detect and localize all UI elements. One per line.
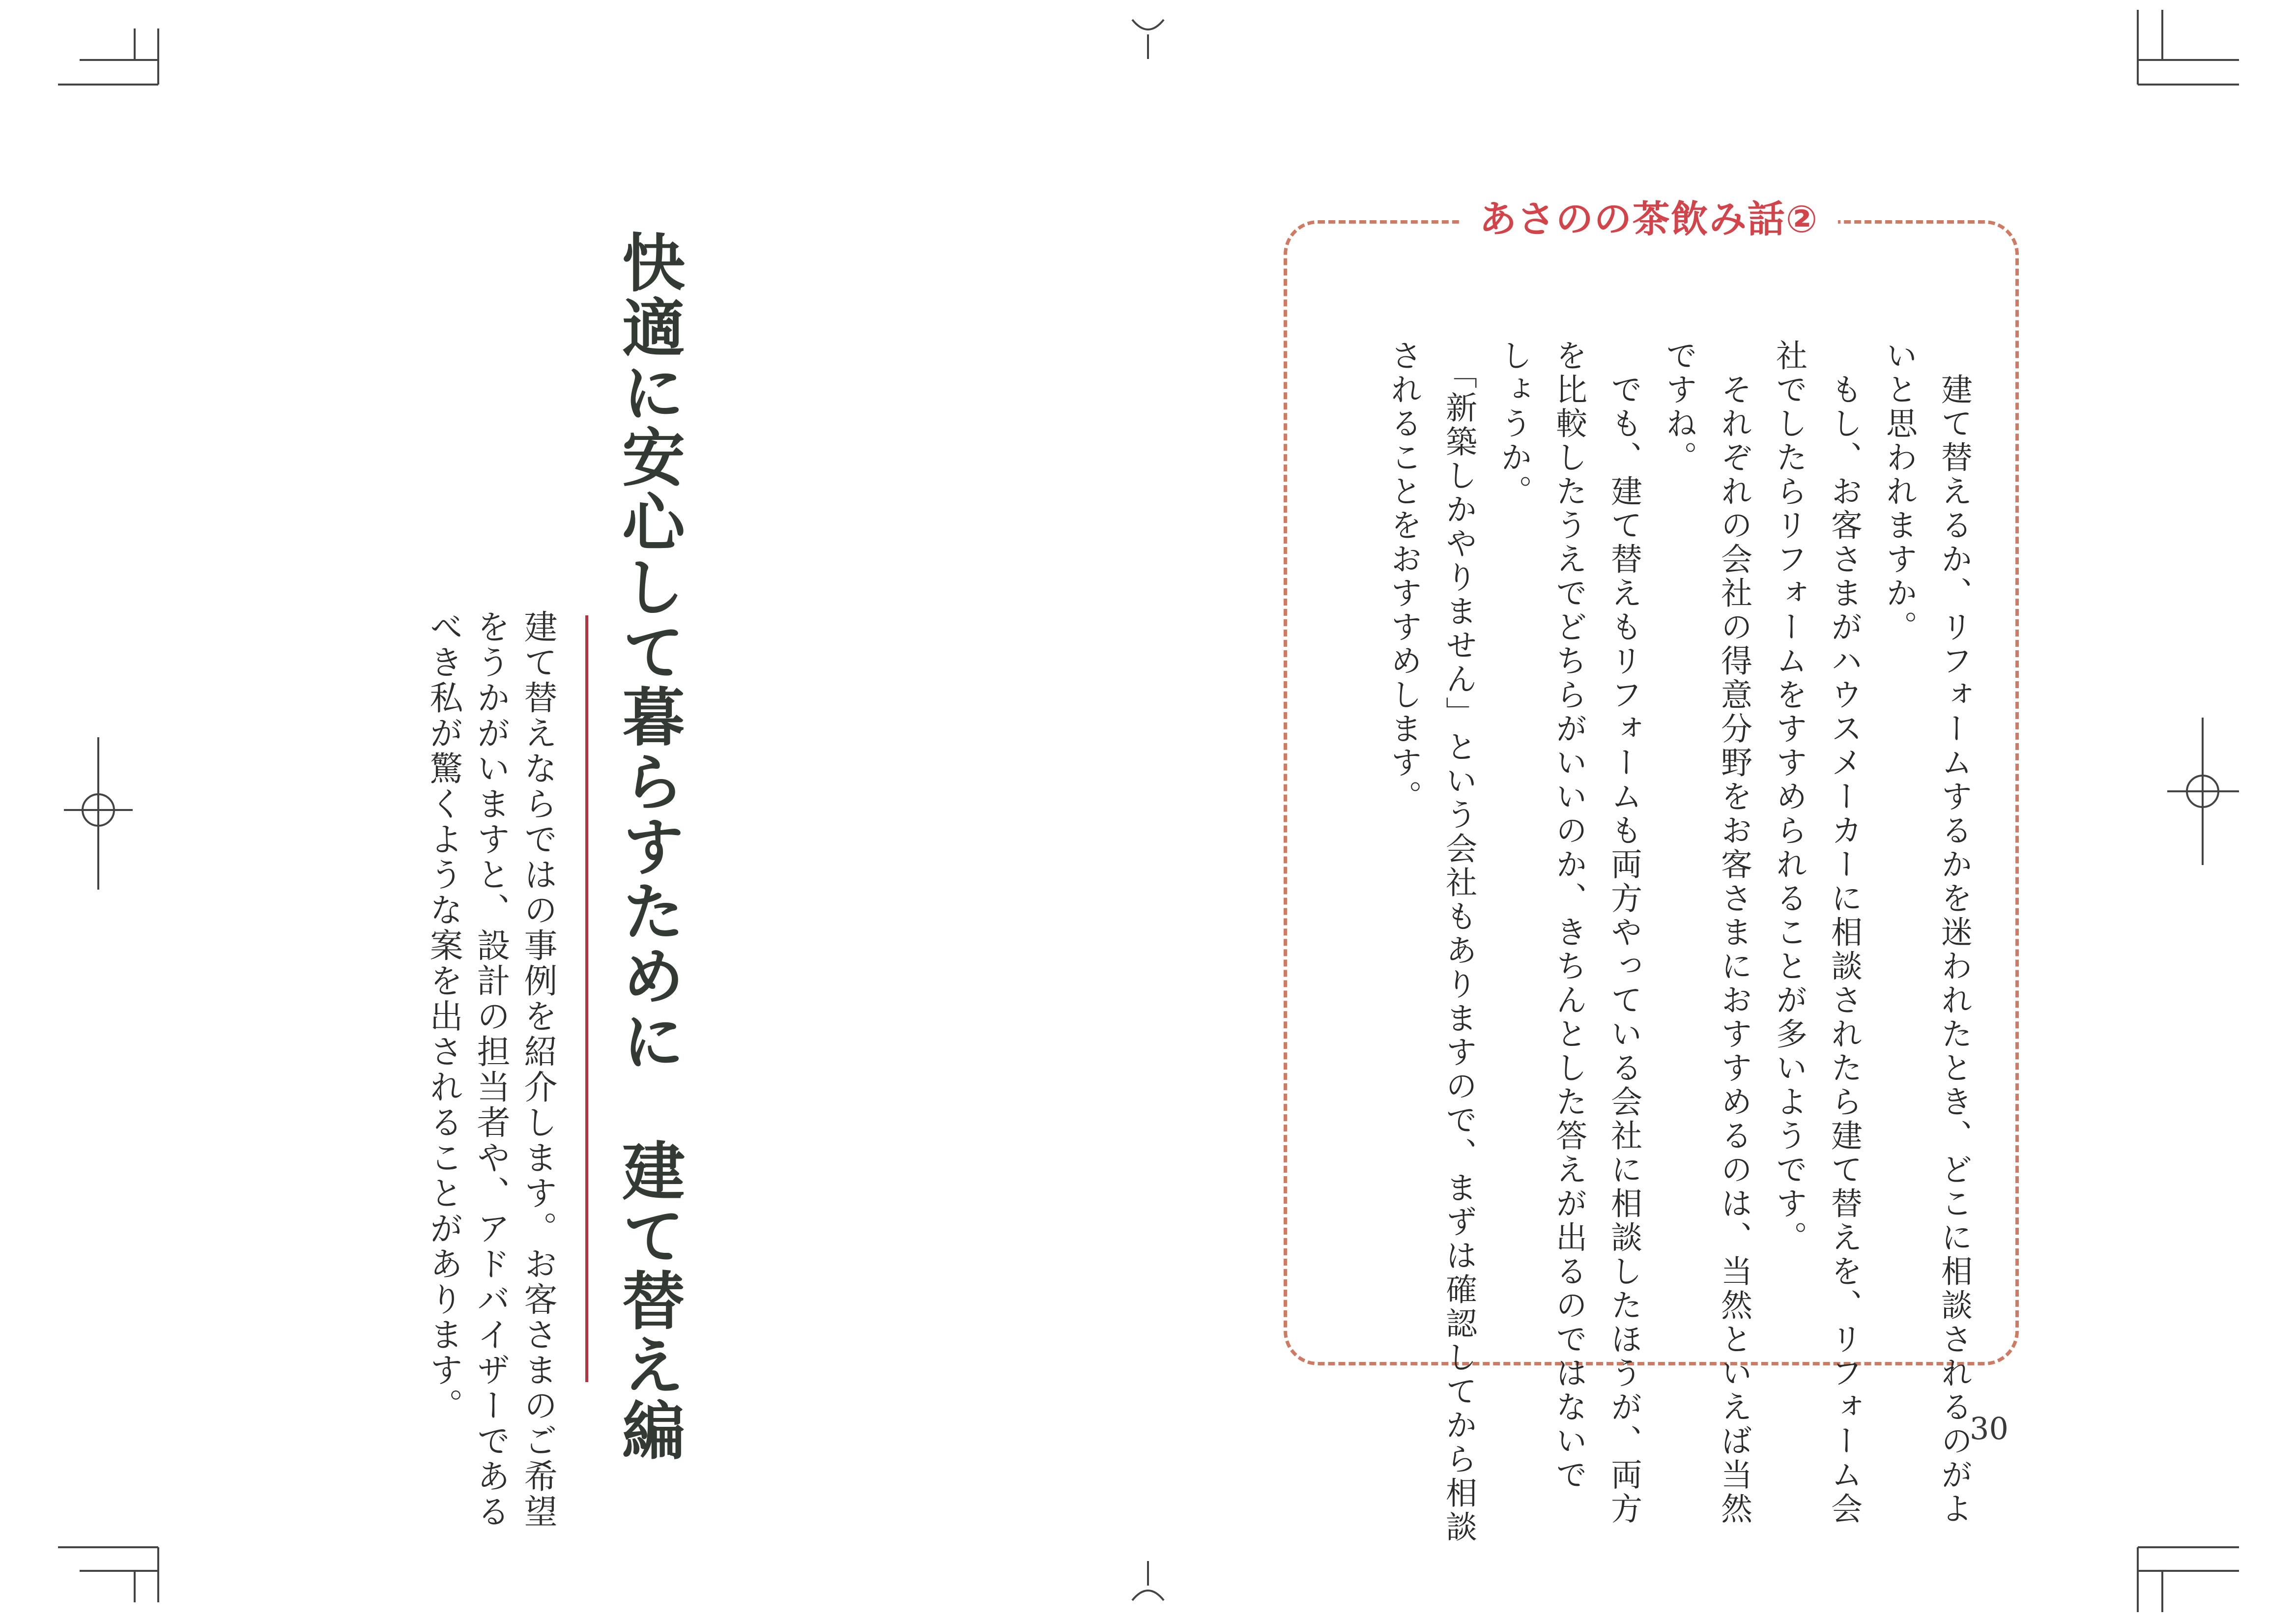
column-body: 建て替えるか、リフォームするかを迷われたとき、どこに相談されるのがよ いと思われますか。 もし、お客さまがハウスメーカーに相談されたら建て替えを、リフォーム会 社でしたらリフォームをすすめられることが多いようです。 それぞれの会社の得意分野をお客さまにおすすめるのは、当然といえば当然 ですね。 でも、建て替えもリフォームも両方やっている会社に相談したほうが、両方 を比較したうえでどちらがいいのか、きちんとした答えが出るのではないで しょうか。 「新築しかやりません」という会社もありますので、まずは確認してから相談 されることをおすすめします。	[1385, 339, 1972, 1544]
title-rule	[585, 615, 588, 1382]
column-title: あさのの茶飲み話②	[1460, 197, 1838, 242]
page-title: 快適に安心して暮らすために 建て替え編	[611, 230, 685, 1463]
intro-text: 建て替えならではの事例を紹介します。お客さまのご希望 をうかがいますと、設計の担当者や、アドバイザーである べき私が驚くような案を出されることがあります。	[424, 609, 557, 1530]
page-number: 30	[1970, 1411, 2009, 1446]
